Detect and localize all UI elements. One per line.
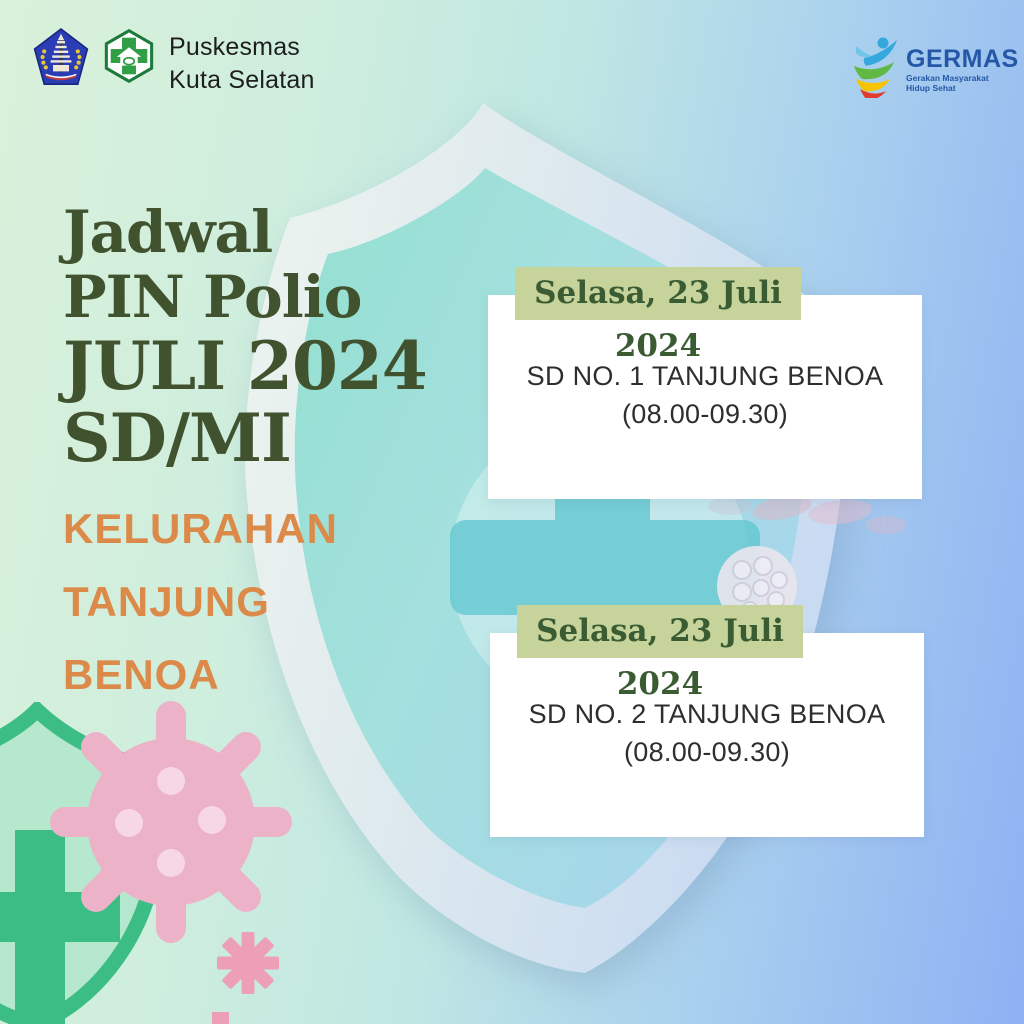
location-line3: BENOA bbox=[63, 651, 220, 698]
schedule-date-badge: Selasa, 23 Juli 2024 bbox=[515, 267, 801, 320]
schedule-card-1 bbox=[488, 275, 922, 499]
school-name: SD NO. 2 TANJUNG BENOA bbox=[528, 699, 886, 729]
org-name-line2: Kuta Selatan bbox=[169, 66, 315, 94]
school-name: SD NO. 1 TANJUNG BENOA bbox=[526, 361, 884, 391]
title-line4: SD/MI bbox=[63, 399, 291, 477]
virus-icon bbox=[46, 692, 296, 952]
schedule-date-badge: Selasa, 23 Juli 2024 bbox=[517, 605, 803, 658]
page-title bbox=[63, 198, 427, 477]
location-title bbox=[63, 492, 338, 711]
germas-name: GERMAS bbox=[906, 45, 1019, 73]
germas-text bbox=[906, 46, 1019, 93]
title-line1: Jadwal bbox=[63, 198, 273, 266]
schedule-time: (08.00-09.30) bbox=[623, 737, 790, 767]
organization-name bbox=[169, 31, 315, 97]
title-line2: PIN Polio bbox=[63, 263, 362, 331]
schedule-card-2 bbox=[490, 613, 924, 837]
virus-fragment-shape bbox=[212, 1012, 229, 1024]
title-line3: JULI 2024 bbox=[63, 327, 427, 405]
germas-figure-icon bbox=[850, 36, 902, 98]
germas-logo bbox=[850, 36, 1019, 98]
location-line1: KELURAHAN bbox=[63, 505, 338, 552]
badung-regency-emblem-icon bbox=[33, 27, 89, 87]
puskesmas-logo-icon bbox=[101, 29, 157, 83]
org-name-line1: Puskesmas bbox=[169, 33, 301, 61]
germas-tagline: Gerakan Masyarakat Hidup Sehat bbox=[906, 73, 989, 93]
virus-asterisk-icon bbox=[215, 930, 281, 996]
schedule-time: (08.00-09.30) bbox=[621, 399, 788, 429]
location-line2: TANJUNG bbox=[63, 578, 270, 625]
